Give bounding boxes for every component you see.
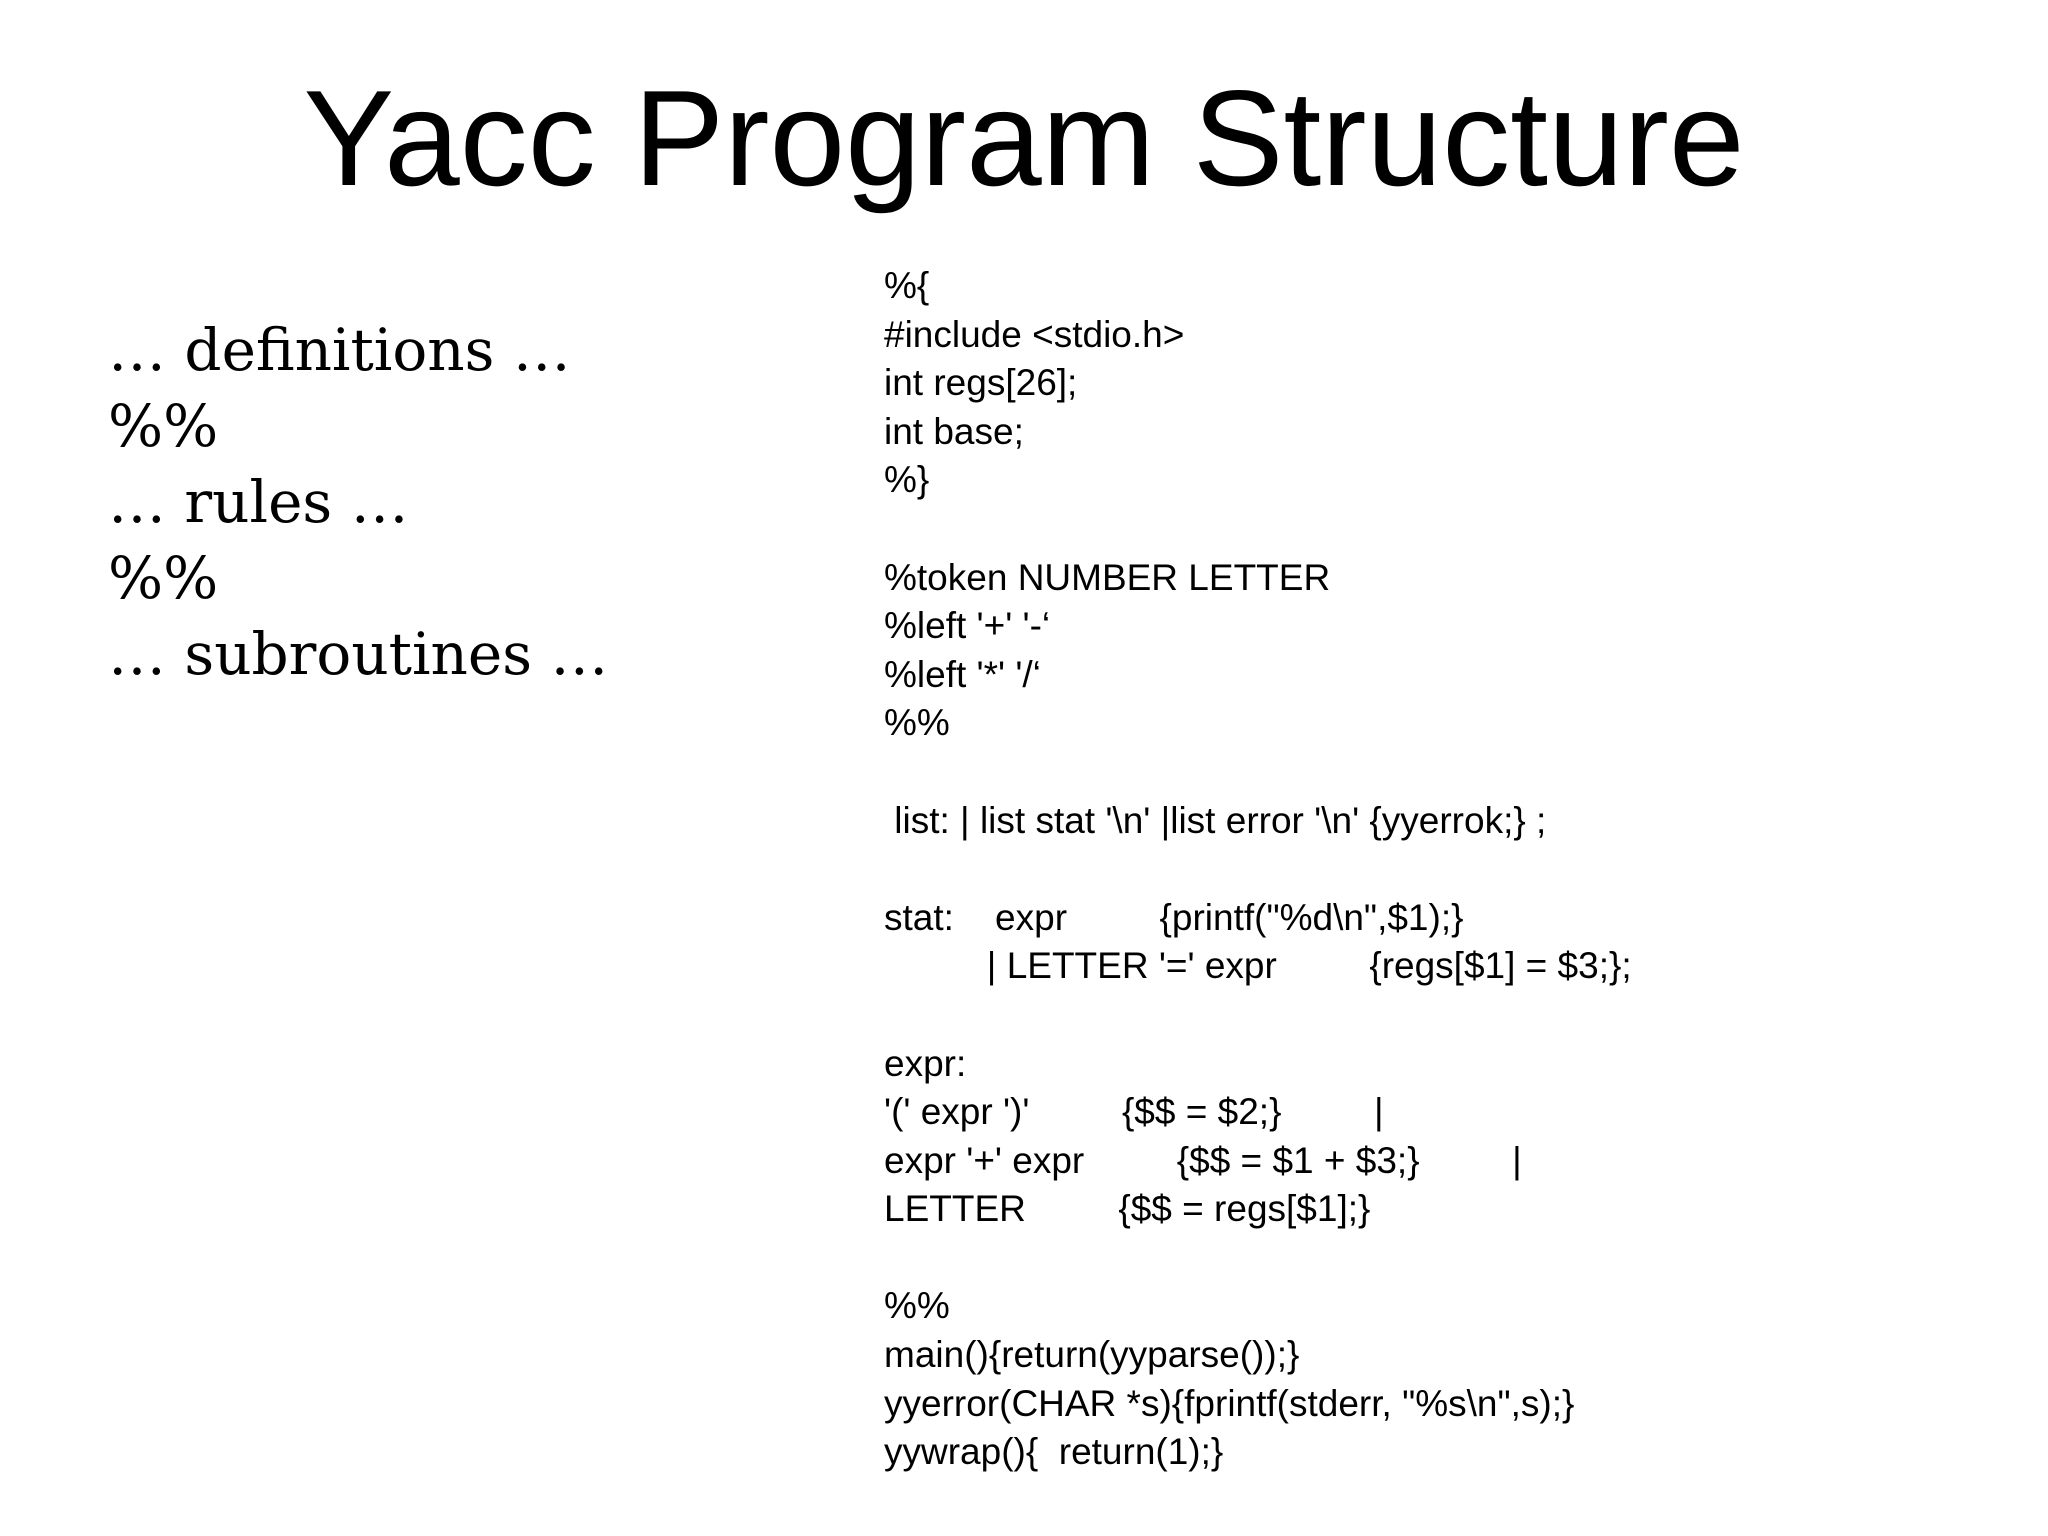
code-line: LETTER {$$ = regs[$1];} bbox=[884, 1188, 1371, 1230]
outline-separator-1: %% bbox=[108, 392, 219, 460]
outline-definitions: … definitions … bbox=[108, 316, 571, 384]
code-line: %token NUMBER LETTER bbox=[884, 556, 1331, 598]
code-line: list: | list stat '\n' |list error '\n' {yyerrok;} ; bbox=[884, 799, 1547, 841]
code-line: %left '*' '/‘ bbox=[884, 653, 1041, 695]
code-line: expr: bbox=[884, 1042, 967, 1084]
code-line: stat: expr {printf("%d\n",$1);} bbox=[884, 896, 1464, 938]
outline-subroutines: … subroutines … bbox=[108, 620, 609, 688]
code-line bbox=[884, 991, 2004, 1040]
code-line bbox=[884, 505, 2004, 554]
code-line: main(){return(yyparse());} bbox=[884, 1334, 1300, 1376]
code-line: yyerror(CHAR *s){fprintf(stderr, "%s\n",s);} bbox=[884, 1382, 1575, 1424]
code-line: int regs[26]; bbox=[884, 362, 1078, 404]
code-line: %{ bbox=[884, 265, 930, 306]
code-line: %% bbox=[884, 1285, 950, 1327]
slide-title: Yacc Program Structure bbox=[303, 62, 1745, 214]
code-line bbox=[884, 845, 2004, 894]
code-line: %} bbox=[884, 459, 930, 501]
code-line: %left '+' '-‘ bbox=[884, 605, 1051, 647]
outline-separator-2: %% bbox=[108, 544, 219, 612]
code-line: #include <stdio.h> bbox=[884, 313, 1185, 355]
code-line: yywrap(){ return(1);} bbox=[884, 1431, 1224, 1473]
code-line: | LETTER '=' expr {regs[$1] = $3;}; bbox=[884, 945, 1632, 987]
code-line: %% bbox=[884, 702, 950, 744]
code-line bbox=[884, 748, 2004, 797]
outline-rules: … rules … bbox=[108, 468, 409, 536]
code-line bbox=[884, 1234, 2004, 1283]
code-example bbox=[884, 262, 2004, 1477]
structure-outline bbox=[108, 312, 808, 692]
code-line: '(' expr ')' {$$ = $2;} | bbox=[884, 1091, 1384, 1133]
code-line: int base; bbox=[884, 410, 1024, 452]
code-line: expr '+' expr {$$ = $1 + $3;} | bbox=[884, 1139, 1522, 1181]
